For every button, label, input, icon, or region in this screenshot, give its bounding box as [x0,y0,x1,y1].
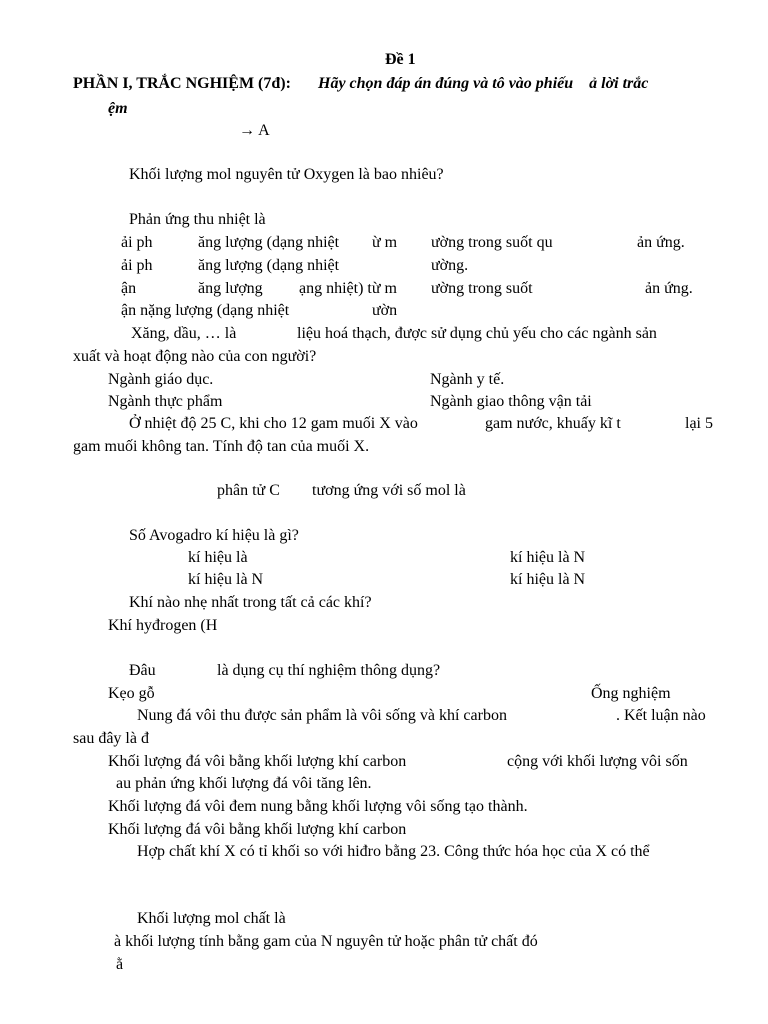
option-text: ận nặng lượng (dạng nhiệt [121,302,290,319]
option-text: à khối lượng tính bằng gam của N nguyên tử hoặc phân tử chất đó [114,933,538,950]
option-text: Ngành giao thông vận tải [430,393,592,410]
option-text: Kẹo gỗ [108,685,155,702]
option-text: ăng lượng [198,280,263,297]
option-text: ường trong suốt [431,280,533,297]
question-molecules-cont: tương ứng với số mol là [312,482,466,499]
option-text: kí hiệu là N [510,549,586,566]
option-text: Ống nghiệm [591,685,671,702]
question-solubility: Ở nhiệt độ 25 C, khi cho 12 gam muối X vào [129,415,418,432]
option-text: ải ph [121,234,153,251]
option-text: ườn [372,302,398,319]
question-fossil-fuel-cont: liệu hoá thạch, được sử dụng chủ yếu cho các ngành sản [297,325,657,342]
question-endothermic: Phản ứng thu nhiệt là [129,211,266,228]
option-text: ừ m [372,234,398,251]
question-solubility-cont: gam muối không tan. Tính độ tan của muối X. [73,438,370,455]
question-lightest-gas: Khí nào nhẹ nhất trong tất cả các khí? [129,594,372,611]
option-text: kí hiệu là [188,549,248,566]
option-text: Ngành thực phẩm [108,393,223,410]
option-text: kí hiệu là N [188,571,264,588]
option-text: Khối lượng đá vôi bằng khối lượng khí carbon [108,821,407,838]
section-instruction-cont: ệm [108,100,128,117]
question-avogadro: Số Avogadro kí hiệu là gì? [129,527,299,544]
option-text: Ngành giáo dục. [108,371,214,388]
option-text: ận [121,280,137,297]
option-text: cộng với khối lượng vôi sốn [507,753,688,770]
question-oxygen-mass: Khối lượng mol nguyên tử Oxygen là bao nhiêu? [129,166,444,183]
question-solubility-cont: gam nước, khuấy kĩ t [485,415,621,432]
option-text: Khối lượng đá vôi đem nung bằng khối lượng vôi sống tạo thành. [108,798,528,815]
option-text: Khối lượng đá vôi bằng khối lượng khí carbon [108,753,407,770]
option-text: ăng lượng (dạng nhiệt [198,234,340,251]
question-compound-x: Hợp chất khí X có tỉ khối so với hiđro bằng 23. Công thức hóa học của X có thể [137,843,650,860]
question-fossil-fuel: Xăng, dầu, … là [131,325,237,342]
question-limestone-cont: sau đây là đ [73,730,149,747]
option-text: Ngành y tế. [430,371,505,388]
question-limestone: Nung đá vôi thu được sản phẩm là vôi sống và khí carbon [137,707,507,724]
question-molar-mass: Khối lượng mol chất là [137,910,286,927]
exam-title: Đề 1 [385,51,416,68]
arrow-answer-hint: → A [239,122,270,139]
option-text: ằ [116,956,124,973]
question-lab-tool: Đâu [129,662,156,679]
question-fossil-fuel-cont: xuất và hoạt động nào của con người? [73,348,317,365]
option-text: ường trong suốt qu [431,234,553,251]
option-text: ải ph [121,257,153,274]
question-solubility-cont: lại 5 [685,415,713,432]
question-molecules: phân tử C [217,482,280,499]
option-text: ường. [431,257,469,274]
option-text: ản ứng. [637,234,685,251]
option-text: au phản ứng khối lượng đá vôi tăng lên. [116,775,372,792]
section-heading: PHẦN I, TRẮC NGHIỆM (7đ): [73,75,291,92]
option-text: kí hiệu là N [510,571,586,588]
question-limestone-cont: . Kết luận nào [616,707,706,724]
option-text: ăng lượng (dạng nhiệt [198,257,340,274]
section-instruction: Hãy chọn đáp án đúng và tô vào phiếu ả lời trắc [318,75,649,92]
question-lab-tool-cont: là dụng cụ thí nghiệm thông dụng? [217,662,441,679]
option-text: Khí hyđrogen (H [108,617,218,634]
option-text: ản ứng. [645,280,693,297]
option-text: ạng nhiệt) từ m [299,280,397,297]
